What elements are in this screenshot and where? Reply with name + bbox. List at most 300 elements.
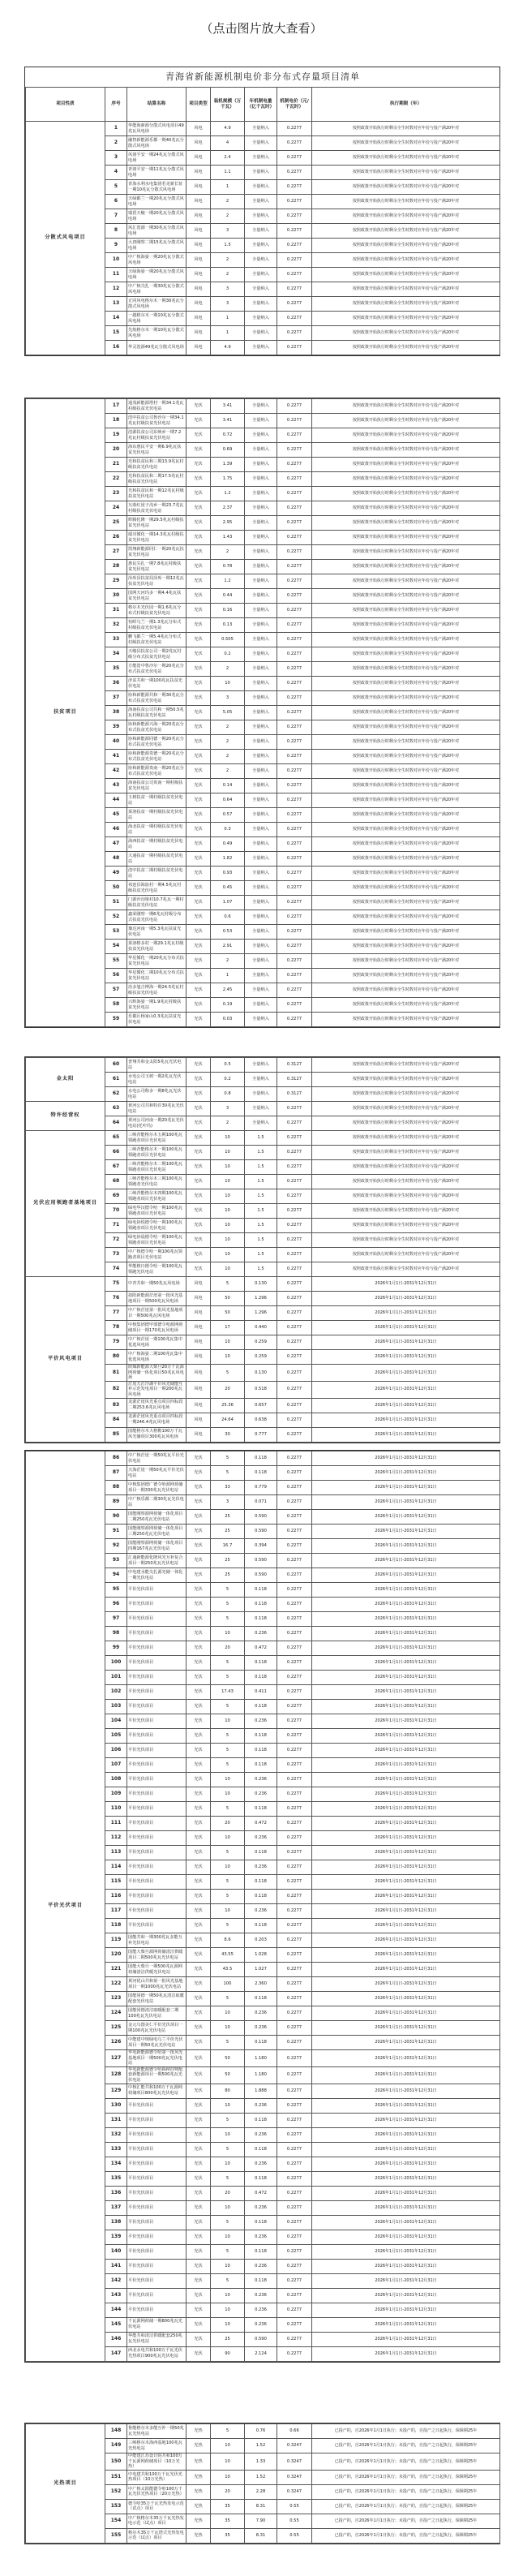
name-cell: 平价光伏项目 [127, 1685, 186, 1700]
period-cell: 2026年1月1日-2031年12月31日 [312, 1321, 500, 1335]
price-cell: 0.2277 [277, 2288, 312, 2303]
name-cell: 互助红崖子沟乡一期23.7兆瓦村级扶贫光伏电站 [127, 501, 186, 516]
period-cell: 已投产的，自2026年1月1日执行；未投产的，自投产之日起执行，保障期25年 [312, 2453, 500, 2471]
annual-cell: 全量纳入 [245, 151, 277, 166]
capacity-cell: 2 [211, 1116, 245, 1131]
seq-cell: 108 [105, 1773, 127, 1787]
capacity-cell: 0.72 [211, 428, 245, 443]
name-cell: 三峡青能格尔木三期100兆瓦领跑者光伏电站 [127, 1175, 186, 1189]
type-cell: 光伏 [186, 2021, 211, 2036]
annual-cell: 1.5 [245, 1219, 277, 1233]
period-cell: 按照政策开始执行时剩余全生时数对应年份与投产满20年对 [312, 472, 500, 487]
capacity-cell: 2 [211, 735, 245, 750]
annual-cell: 0.394 [245, 1539, 277, 1554]
name-cell: 平价光伏项目 [127, 1744, 186, 1758]
page-caption: （点击图片放大查看） [200, 21, 323, 36]
period-cell: 按照政策开始执行时剩余全生时数对应年份与投产满20年对 [312, 487, 500, 501]
price-cell: 0.2277 [277, 1875, 312, 1890]
price-cell: 0.2277 [277, 414, 312, 428]
type-cell: 光伏 [186, 1992, 211, 2006]
capacity-cell: 5 [211, 1875, 245, 1890]
seq-cell: 140 [105, 2244, 127, 2259]
type-cell: 光伏 [186, 954, 211, 969]
name-cell: 华能格日德令哈一期100兆瓦领跑光伏电站 [127, 1262, 186, 1277]
period-cell: 按照政策开始执行时剩余全生时数对应年份与投产满20年对 [312, 881, 500, 896]
seq-cell: 146 [105, 2332, 127, 2346]
capacity-cell: 5.05 [211, 706, 245, 720]
annual-cell: 全量纳入 [245, 618, 277, 633]
capacity-cell: 5 [211, 1598, 245, 1612]
seq-cell: 43 [105, 779, 127, 793]
capacity-cell: 10 [211, 1219, 245, 1233]
seq-cell: 51 [105, 896, 127, 910]
period-cell: 2026年1月1日-2031年12月31日 [312, 1539, 500, 1554]
type-cell: 光伏 [186, 2127, 211, 2142]
period-cell: 按照政策开始执行时剩余全生时数对应年份与投产满20年对 [312, 925, 500, 940]
seq-cell: 33 [105, 633, 127, 647]
type-cell: 风电 [186, 297, 211, 312]
price-cell: 0.2277 [277, 2006, 312, 2021]
period-cell: 按照政策开始执行时剩余全生时数对应年份与投产满20年对 [312, 969, 500, 983]
name-cell: 中广核海晏一期20兆瓦分散式风电场 [127, 253, 186, 268]
price-cell: 0.2277 [277, 1292, 312, 1306]
seq-cell: 107 [105, 1758, 127, 1773]
seq-cell: 40 [105, 735, 127, 750]
type-cell: 光伏 [186, 2332, 211, 2346]
type-cell: 风电 [186, 1321, 211, 1335]
annual-cell: 0.118 [245, 1758, 277, 1773]
seq-cell: 27 [105, 545, 127, 560]
annual-cell: 全量纳入 [245, 1087, 277, 1102]
type-cell: 光伏 [186, 1262, 211, 1277]
col-header-price: 机制电价（元/千瓦时） [277, 88, 312, 122]
period-cell: 2026年1月1日-2031年12月31日 [312, 1656, 500, 1671]
period-cell: 按照政策开始执行时剩余全生时数对应年份与投产满20年对 [312, 910, 500, 925]
type-cell: 光伏 [186, 1175, 211, 1189]
price-cell: 0.2277 [277, 2244, 312, 2259]
price-cell: 0.2277 [277, 954, 312, 969]
seq-cell: 52 [105, 910, 127, 925]
capacity-cell: 1 [211, 326, 245, 341]
type-cell: 光伏 [186, 867, 211, 881]
capacity-cell: 4.9 [211, 341, 245, 355]
name-cell: 协和新能源贵南一期20兆瓦分布式扶贫光伏电站 [127, 764, 186, 779]
period-cell: 2026年1月1日-2031年12月31日 [312, 2036, 500, 2050]
price-cell: 0.2277 [277, 1321, 312, 1335]
name-cell: 青润平安一期11兆瓦分散式风电场 [127, 166, 186, 180]
price-cell: 0.2277 [277, 1890, 312, 1904]
seq-cell: 139 [105, 2230, 127, 2244]
price-cell: 0.2277 [277, 2273, 312, 2288]
annual-cell: 全量纳入 [245, 180, 277, 195]
period-cell: 按照政策开始执行时剩余全生时数对应年份与投产满20年对 [312, 180, 500, 195]
category-cell: 光热项目 [26, 2424, 105, 2544]
type-cell: 光伏 [186, 2215, 211, 2230]
capacity-cell: 0.19 [211, 998, 245, 1013]
annual-cell: 0.203 [245, 1933, 277, 1948]
name-cell: 协和新能源兴海一期20兆瓦分布式扶贫光伏电站 [127, 720, 186, 735]
price-cell: 0.2277 [277, 2021, 312, 2036]
name-cell: 平价光伏项目 [127, 1583, 186, 1598]
type-cell: 光伏 [186, 1948, 211, 1963]
seq-cell: 70 [105, 1204, 127, 1219]
name-cell: 风汇湟源一期30兆瓦分散式风电场 [127, 224, 186, 239]
name-cell: 中广核尖扎一期30兆瓦分散式风电场 [127, 282, 186, 297]
price-cell: 0.3247 [277, 2484, 312, 2499]
type-cell: 光伏 [186, 983, 211, 998]
type-cell: 光伏 [186, 1860, 211, 1875]
capacity-cell: 5 [211, 1802, 245, 1817]
period-cell: 2026年1月1日-2031年12月31日 [312, 2200, 500, 2215]
period-cell: 按照政策开始执行时剩余全生时数对应年份与投产满20年对 [312, 647, 500, 662]
type-cell: 风电 [186, 1350, 211, 1365]
price-cell: 0.2277 [277, 1714, 312, 1729]
capacity-cell: 2 [211, 750, 245, 764]
capacity-cell: 2 [211, 253, 245, 268]
price-cell: 0.55 [277, 2528, 312, 2543]
capacity-cell: 20 [211, 1817, 245, 1831]
capacity-cell: 0.78 [211, 560, 245, 574]
annual-cell: 全量纳入 [245, 326, 277, 341]
name-cell: 中广核乐都二期30兆瓦光伏电站 [127, 1495, 186, 1510]
price-cell: 0.2277 [277, 1233, 312, 1248]
capacity-cell: 3.41 [211, 399, 245, 414]
type-cell: 光伏 [186, 1568, 211, 1583]
annual-cell: 全量纳入 [245, 720, 277, 735]
period-cell: 按照政策开始执行时剩余全生时数对应年份与投产满20年对 [312, 1233, 500, 1248]
seq-cell: 46 [105, 823, 127, 837]
price-cell: 0.2277 [277, 1948, 312, 1963]
type-cell: 光伏 [186, 399, 211, 414]
name-cell: 融智新能源乐都一期40兆瓦分散式风电场 [127, 136, 186, 151]
period-cell: 2026年1月1日-2031年12月31日 [312, 1525, 500, 1539]
period-cell: 按照政策开始执行时剩余全生时数对应年份与投产满20年对 [312, 1248, 500, 1262]
price-cell: 0.3127 [277, 1073, 312, 1087]
seq-cell: 89 [105, 1495, 127, 1510]
seq-cell: 73 [105, 1248, 127, 1262]
type-cell: 光伏 [186, 2186, 211, 2200]
capacity-cell: 1.75 [211, 472, 245, 487]
price-cell: 0.3127 [277, 1058, 312, 1073]
name-cell: 一越格尔木一期10兆瓦分散式风电场 [127, 312, 186, 326]
project-table [25, 1057, 500, 1443]
capacity-cell: 24.64 [211, 1413, 245, 1427]
name-cell: 平价光伏项目 [127, 2186, 186, 2200]
capacity-cell: 10 [211, 1335, 245, 1350]
price-cell: 0.2277 [277, 823, 312, 837]
seq-cell: 85 [105, 1427, 127, 1442]
name-cell: 瑷功循化一期14.3兆瓦村级扶贫光伏电站 [127, 531, 186, 545]
annual-cell: 0.440 [245, 1321, 277, 1335]
price-cell: 0.2277 [277, 1583, 312, 1598]
seq-cell: 128 [105, 2066, 127, 2084]
annual-cell: 全量纳入 [245, 414, 277, 428]
seq-cell: 21 [105, 458, 127, 472]
price-cell: 0.2277 [277, 2066, 312, 2084]
type-cell: 光伏 [186, 1058, 211, 1073]
name-cell: 平价光伏项目 [127, 1700, 186, 1714]
period-cell: 已投产的，自2026年1月1日执行；未投产的，自投产之日起执行，保障期25年 [312, 2499, 500, 2514]
name-cell: 平价光伏项目 [127, 1831, 186, 1846]
period-cell: 按照政策开始执行时剩余全生时数对应年份与投产满20年对 [312, 1087, 500, 1102]
price-cell: 0.2277 [277, 1831, 312, 1846]
name-cell: 大唐刚察二期15兆瓦分散式风电场 [127, 239, 186, 253]
period-cell: 按照政策开始执行时剩余全生时数对应年份与投产满20年对 [312, 224, 500, 239]
name-cell: 方能湟中鲁沙尔一期20兆瓦分布式扶贫光伏电站 [127, 662, 186, 677]
type-cell: 光伏 [186, 2142, 211, 2157]
type-cell: 风电 [186, 253, 211, 268]
seq-cell: 79 [105, 1335, 127, 1350]
name-cell: 平价光伏项目 [127, 1904, 186, 1919]
name-cell: 国网天河玛多一期4.4兆瓦扶贫光伏电站 [127, 589, 186, 604]
price-cell: 0.2277 [277, 2157, 312, 2171]
type-cell: 光伏 [186, 1773, 211, 1787]
type-cell: 光伏 [186, 1481, 211, 1495]
name-cell: 国能大柴旦源网荷储清洁供暖项目二期500兆瓦光伏电站 [127, 1948, 186, 1963]
name-cell: 国能共和一期300兆瓦多能互补光伏电站 [127, 1933, 186, 1948]
name-cell: 通茂新能源塔村一期34.1兆瓦村级扶贫光伏电站 [127, 399, 186, 414]
annual-cell: 1.888 [245, 2084, 277, 2098]
seq-cell: 31 [105, 604, 127, 618]
category-cell: 特许经营权 [26, 1102, 105, 1131]
name-cell: 中电建水能尖扎源光储一体化一期光伏电站 [127, 1568, 186, 1583]
type-cell: 光伏 [186, 1641, 211, 1656]
capacity-cell: 1.5 [211, 239, 245, 253]
capacity-cell: 80 [211, 2084, 245, 2098]
period-cell: 按照政策开始执行时剩余全生时数对应年份与投产满20年对 [312, 195, 500, 209]
annual-cell: 全量纳入 [245, 531, 277, 545]
name-cell: 海南扶贫公司共和一期50.5兆瓦村级扶贫光伏电站 [127, 706, 186, 720]
type-cell: 风电 [186, 195, 211, 209]
annual-cell: 0.118 [245, 1919, 277, 1933]
type-cell: 光伏 [186, 1146, 211, 1160]
capacity-cell: 20 [211, 1641, 245, 1656]
type-cell: 光伏 [186, 487, 211, 501]
seq-cell: 121 [105, 1963, 127, 1977]
period-cell: 按照政策开始执行时剩余全生时数对应年份与投产满20年对 [312, 940, 500, 954]
period-cell: 已投产的，自2026年1月1日执行；未投产的，自投产之日起执行，保障期25年 [312, 2484, 500, 2499]
price-cell: 0.2277 [277, 1744, 312, 1758]
seq-cell: 4 [105, 166, 127, 180]
name-cell: 鲁能格尔木多能互补一期50兆瓦光热电站 [127, 2424, 186, 2439]
capacity-cell: 0.69 [211, 443, 245, 458]
period-cell: 2026年1月1日-2031年12月31日 [312, 2332, 500, 2346]
name-cell: 中能建中规绿电乌兰平价光伏项目一期50兆瓦光伏电站 [127, 2036, 186, 2050]
type-cell: 光伏 [186, 647, 211, 662]
name-cell: 龙源茫崖风光重点项目四标段二期253.6兆瓦风电场 [127, 1398, 186, 1413]
capacity-cell: 10 [211, 2288, 245, 2303]
price-cell: 0.2277 [277, 2186, 312, 2200]
price-cell: 0.2277 [277, 472, 312, 487]
type-cell: 光伏 [186, 2346, 211, 2361]
capacity-cell: 0.49 [211, 837, 245, 852]
name-cell: 湟中扶贫二期村级扶贫光伏电站 [127, 867, 186, 881]
name-cell: 平价光伏项目 [127, 2259, 186, 2273]
annual-cell: 0.130 [245, 1365, 277, 1382]
annual-cell: 全量纳入 [245, 574, 277, 589]
annual-cell: 1.180 [245, 2050, 277, 2067]
name-cell: 平价光伏项目 [127, 1656, 186, 1671]
name-cell: 平价光伏项目 [127, 2303, 186, 2317]
period-cell: 2026年1月1日-2031年12月31日 [312, 2303, 500, 2317]
type-cell: 风电 [186, 122, 211, 136]
name-cell: 国能刚察源网荷储一体化项目三期250兆瓦光伏电站 [127, 1525, 186, 1539]
annual-cell: 2.28 [245, 2484, 277, 2499]
annual-cell: 1.5 [245, 1262, 277, 1277]
seq-cell: 38 [105, 706, 127, 720]
capacity-cell: 0.44 [211, 589, 245, 604]
type-cell: 光伏 [186, 1963, 211, 1977]
capacity-cell: 10 [211, 2200, 245, 2215]
annual-cell: 0.472 [245, 2186, 277, 2200]
seq-cell: 63 [105, 1102, 127, 1116]
capacity-cell: 2.37 [211, 501, 245, 516]
name-cell: 绿电协晨德令哈一期100兆瓦领跑者项目光伏电站 [127, 1233, 186, 1248]
project-table [25, 398, 500, 1027]
seq-cell: 58 [105, 998, 127, 1013]
name-cell: 平价光伏项目 [127, 1641, 186, 1656]
period-cell: 按照政策开始执行时剩余全生时数对应年份与投产满20年对 [312, 501, 500, 516]
annual-cell: 0.236 [245, 1904, 277, 1919]
name-cell: 天绿海晏一期20兆瓦分散式风电场 [127, 268, 186, 282]
name-cell: 济贫共和一期100兆瓦扶贫光伏电站 [127, 677, 186, 691]
capacity-cell: 10 [211, 1160, 245, 1175]
price-cell: 0.2277 [277, 2332, 312, 2346]
period-cell: 2026年1月1日-2031年12月31日 [312, 1292, 500, 1306]
seq-cell: 30 [105, 589, 127, 604]
capacity-cell: 43.5 [211, 1963, 245, 1977]
name-cell: 平价光伏项目 [127, 2142, 186, 2157]
period-cell: 按照政策开始执行时剩余全生时数对应年份与投产满20年对 [312, 166, 500, 180]
name-cell: 乐都区杨家山0.3兆瓦扶贫光伏电站 [127, 1013, 186, 1027]
period-cell: 按照政策开始执行时剩余全生时数对应年份与投产满20年对 [312, 151, 500, 166]
capacity-cell: 1.07 [211, 896, 245, 910]
period-cell: 按照政策开始执行时剩余全生时数对应年份与投产满20年对 [312, 458, 500, 472]
period-cell: 按照政策开始执行时剩余全生时数对应年份与投产满20年对 [312, 720, 500, 735]
price-cell: 0.2277 [277, 1306, 312, 1321]
period-cell: 按照政策开始执行时剩余全生时数对应年份与投产满20年对 [312, 1160, 500, 1175]
price-cell: 0.2277 [277, 1598, 312, 1612]
period-cell: 按照政策开始执行时剩余全生时数对应年份与投产满20年对 [312, 837, 500, 852]
name-cell: 风润平安一期24兆瓦分散式风电场 [127, 151, 186, 166]
capacity-cell: 3.41 [211, 414, 245, 428]
capacity-cell: 0.3 [211, 823, 245, 837]
annual-cell: 0.118 [245, 1583, 277, 1598]
name-cell: 正同风电格尔木一期30兆瓦分散式风电场 [127, 297, 186, 312]
seq-cell: 44 [105, 793, 127, 808]
type-cell: 风电 [186, 166, 211, 180]
period-cell: 按照政策开始执行时剩余全生时数对应年份与投产满20年对 [312, 560, 500, 574]
type-cell: 光热 [186, 2514, 211, 2528]
type-cell: 风电 [186, 224, 211, 239]
seq-cell: 61 [105, 1073, 127, 1087]
name-cell: 海南扶贫公司贵南一期村级扶贫光伏电站 [127, 779, 186, 793]
type-cell: 光伏 [186, 896, 211, 910]
capacity-cell: 0.57 [211, 808, 245, 823]
table-block [24, 1450, 500, 2363]
seq-cell: 137 [105, 2200, 127, 2215]
name-cell: 格尔木光伏园一期1.6兆瓦分布式村级扶贫光伏电站 [127, 604, 186, 618]
annual-cell: 全量纳入 [245, 224, 277, 239]
type-cell: 光伏 [186, 2317, 211, 2332]
period-cell: 按照政策开始执行时剩余全生时数对应年份与投产满20年对 [312, 1146, 500, 1160]
seq-cell: 143 [105, 2288, 127, 2303]
capacity-cell: 2 [211, 195, 245, 209]
seq-cell: 74 [105, 1262, 127, 1277]
period-cell: 2026年1月1日-2031年12月31日 [312, 1306, 500, 1321]
price-cell: 0.2277 [277, 647, 312, 662]
capacity-cell: 35 [211, 2528, 245, 2543]
table-block [24, 1056, 500, 1443]
type-cell: 光伏 [186, 2288, 211, 2303]
period-cell: 按照政策开始执行时剩余全生时数对应年份与投产满20年对 [312, 1058, 500, 1073]
seq-cell: 42 [105, 764, 127, 779]
period-cell: 按照政策开始执行时剩余全生时数对应年份与投产满20年对 [312, 122, 500, 136]
seq-cell: 9 [105, 239, 127, 253]
annual-cell: 0.071 [245, 1495, 277, 1510]
table-row [26, 122, 500, 136]
seq-cell: 132 [105, 2127, 127, 2142]
seq-cell: 26 [105, 531, 127, 545]
seq-cell: 117 [105, 1904, 127, 1919]
period-cell: 2026年1月1日-2031年12月31日 [312, 1451, 500, 1466]
capacity-cell: 90 [211, 2346, 245, 2361]
capacity-cell: 10 [211, 1350, 245, 1365]
annual-cell: 0.590 [245, 1510, 277, 1525]
type-cell: 光伏 [186, 1787, 211, 1802]
annual-cell: 0.118 [245, 1744, 277, 1758]
seq-cell: 141 [105, 2259, 127, 2273]
price-cell: 0.2277 [277, 1102, 312, 1116]
annual-cell: 0.590 [245, 2332, 277, 2346]
period-cell: 2026年1月1日-2031年12月31日 [312, 1583, 500, 1598]
seq-cell: 147 [105, 2346, 127, 2361]
type-cell: 光伏 [186, 1087, 211, 1102]
seq-cell: 37 [105, 691, 127, 706]
price-cell: 0.3247 [277, 2439, 312, 2453]
annual-cell: 0.76 [245, 2424, 277, 2439]
name-cell: 大通扶贫一期村级扶贫光伏电站 [127, 852, 186, 867]
annual-cell: 1.028 [245, 1948, 277, 1963]
seq-cell: 56 [105, 969, 127, 983]
type-cell: 光伏 [186, 1612, 211, 1627]
type-cell: 光伏 [186, 1875, 211, 1890]
type-cell: 光伏 [186, 1451, 211, 1466]
seq-cell: 11 [105, 268, 127, 282]
col-header-period: 执行期限（年） [312, 88, 500, 122]
annual-cell: 1.5 [245, 1189, 277, 1204]
period-cell: 按照政策开始执行时剩余全生时数对应年份与投产满20年对 [312, 618, 500, 633]
type-cell: 光伏 [186, 531, 211, 545]
name-cell: 国能大柴旦一期500兆瓦源网荷储清洁供暖光伏电站 [127, 1963, 186, 1977]
seq-cell: 125 [105, 2021, 127, 2036]
annual-cell: 1.33 [245, 2453, 277, 2471]
seq-cell: 120 [105, 1948, 127, 1963]
price-cell: 0.2277 [277, 253, 312, 268]
annual-cell: 1.5 [245, 1233, 277, 1248]
annual-cell: 全量纳入 [245, 764, 277, 779]
type-cell: 光伏 [186, 1189, 211, 1204]
annual-cell: 全量纳入 [245, 1073, 277, 1087]
annual-cell: 全量纳入 [245, 735, 277, 750]
annual-cell: 全量纳入 [245, 896, 277, 910]
name-cell: 三峡青能格尔木一期100兆瓦领跑者项目光伏电站 [127, 1146, 186, 1160]
name-cell: 湟中扶贫公司鲁沙尔一期34.1兆瓦村级扶贫光伏电站 [127, 414, 186, 428]
name-cell: 华电新能源德令哈揭榜挂帅配套新能源项目一期500兆瓦光伏电站 [127, 2066, 186, 2084]
type-cell: 光伏 [186, 1160, 211, 1175]
name-cell: 天绿都兰一期20兆瓦分散式风电场 [127, 195, 186, 209]
annual-cell: 0.118 [245, 1466, 277, 1481]
